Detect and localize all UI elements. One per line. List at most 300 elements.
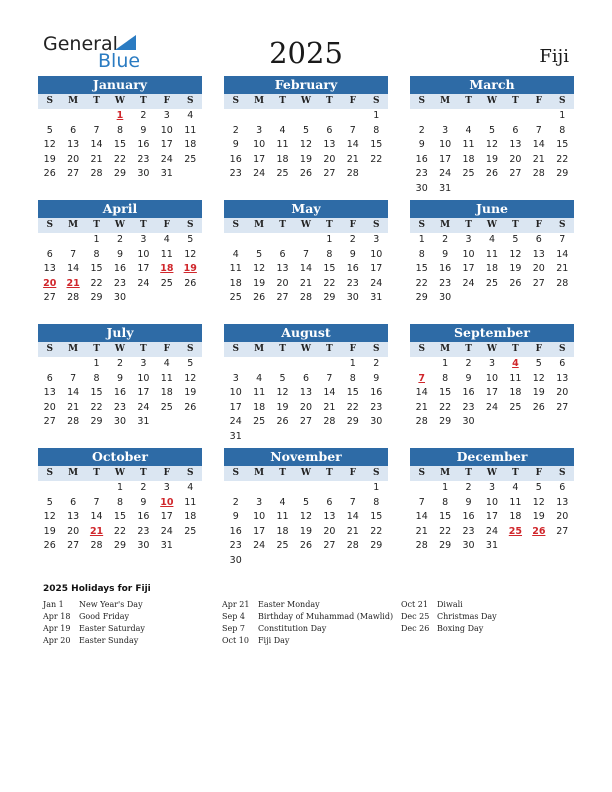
day-cell: 12 [276, 387, 289, 399]
empty-cell [247, 430, 270, 445]
day-cell: 21 [556, 263, 569, 275]
weekday-label: F [163, 96, 171, 106]
day-cell: 20 [556, 387, 569, 399]
holiday-date: Dec 25 [401, 612, 430, 621]
day-cell: 24 [462, 277, 475, 289]
day-cell: 4 [187, 110, 194, 121]
day-cell: 15 [113, 511, 127, 523]
empty-cell [341, 430, 364, 445]
weekday-label: T [512, 344, 519, 354]
day-cell: 16 [137, 139, 150, 151]
day-cell: 19 [299, 525, 313, 537]
day-cell: 8 [326, 248, 333, 260]
weekday-label: W [300, 468, 312, 478]
day-cell: 24 [160, 153, 173, 165]
empty-cell [271, 109, 294, 124]
day-cell: 29 [90, 292, 103, 304]
empty-cell [155, 291, 178, 306]
day-cell: 4 [488, 234, 495, 245]
empty-cell [504, 291, 527, 306]
holiday-column [401, 599, 497, 635]
day-cell: 21 [66, 277, 80, 289]
weekday-label: W [486, 220, 498, 230]
week-row [410, 415, 574, 430]
weekday-label: W [114, 468, 126, 478]
week-row [38, 109, 202, 124]
week-row [410, 153, 574, 168]
day-cell: 19 [485, 153, 499, 165]
day-cell: 2 [232, 124, 239, 136]
day-cell: 24 [485, 525, 499, 537]
day-cell: 8 [418, 248, 425, 260]
day-cell: 17 [485, 511, 499, 523]
weekday-label: M [68, 220, 79, 230]
day-cell: 31 [137, 416, 150, 428]
empty-cell [132, 291, 155, 306]
holiday-name: Christmas Day [437, 612, 497, 621]
month-title: March [410, 76, 574, 94]
day-cell: 12 [43, 511, 56, 523]
weekday-label: S [232, 220, 239, 230]
holiday-entry [43, 635, 145, 647]
day-cell: 31 [160, 540, 173, 552]
holiday-name: New Year's Day [79, 600, 143, 609]
day-cell: 18 [184, 139, 197, 151]
empty-cell [527, 182, 550, 197]
weekday-label: S [372, 344, 380, 354]
week-row [38, 357, 202, 372]
week-row [410, 182, 574, 197]
day-cell: 19 [276, 401, 289, 413]
day-cell: 1 [93, 358, 100, 369]
day-cell: 16 [229, 525, 242, 537]
empty-cell [85, 109, 108, 124]
weekday-label: W [300, 96, 312, 106]
month-august [224, 324, 388, 445]
day-cell: 26 [184, 277, 197, 289]
day-cell: 1 [559, 110, 566, 121]
day-cell: 2 [232, 496, 239, 508]
empty-cell [271, 233, 294, 248]
day-cell: 9 [116, 372, 123, 384]
day-cell: 11 [509, 372, 522, 384]
week-row [224, 357, 388, 372]
holiday-name: Constitution Day [258, 624, 327, 633]
day-cell: 31 [485, 540, 499, 552]
week-row [224, 138, 388, 153]
day-cell: 6 [559, 482, 566, 493]
week-row [224, 496, 388, 511]
day-cell: 22 [113, 153, 127, 165]
day-cell: 12 [299, 511, 313, 523]
empty-cell [318, 357, 341, 372]
month-october [38, 448, 202, 554]
holiday-name: Boxing Day [437, 624, 484, 633]
day-cell: 25 [160, 401, 173, 413]
day-cell: 4 [279, 124, 286, 136]
day-cell: 17 [485, 387, 499, 399]
day-cell: 29 [113, 540, 127, 552]
empty-cell [38, 109, 61, 124]
month-title: September [410, 324, 574, 342]
empty-cell [61, 233, 84, 248]
day-cell: 5 [535, 358, 542, 369]
day-cell: 22 [415, 277, 428, 289]
day-cell: 3 [256, 496, 263, 508]
month-title: July [38, 324, 202, 342]
week-row [38, 539, 202, 554]
day-cell: 19 [509, 263, 522, 275]
day-cell: 5 [302, 124, 309, 136]
day-cell: 26 [532, 401, 545, 413]
empty-cell [318, 481, 341, 496]
holiday-name: Easter Sunday [79, 636, 139, 645]
day-cell: 21 [346, 525, 359, 537]
weekday-label: S [418, 468, 425, 478]
day-cell: 8 [442, 496, 449, 508]
day-cell: 17 [462, 263, 475, 275]
day-cell: 28 [323, 416, 336, 428]
day-cell: 11 [462, 139, 475, 151]
empty-cell [410, 481, 433, 496]
holiday-column [222, 599, 393, 647]
day-cell: 14 [346, 511, 359, 523]
day-cell: 4 [465, 124, 472, 136]
holiday-date: Oct 10 [222, 636, 249, 645]
day-cell: 14 [67, 263, 80, 275]
empty-cell [85, 481, 108, 496]
empty-cell [179, 167, 202, 182]
week-row [38, 138, 202, 153]
week-row [224, 109, 388, 124]
day-cell: 10 [253, 511, 266, 523]
week-row [410, 138, 574, 153]
holiday-entry [222, 611, 393, 623]
weekday-label: T [512, 96, 519, 106]
week-row [410, 124, 574, 139]
empty-cell [271, 554, 294, 569]
month-july [38, 324, 202, 430]
week-row [410, 167, 574, 182]
weekday-header-row [224, 342, 388, 357]
day-cell: 9 [418, 139, 425, 151]
day-cell: 18 [485, 263, 499, 275]
day-cell: 2 [349, 234, 356, 245]
holiday-date: Apr 18 [43, 612, 71, 621]
day-cell: 3 [140, 234, 147, 245]
day-cell: 27 [43, 416, 56, 428]
day-cell: 6 [70, 124, 77, 136]
day-cell: 30 [370, 416, 383, 428]
day-cell: 9 [465, 372, 472, 384]
day-cell: 30 [113, 292, 127, 304]
weekday-label: T [465, 468, 472, 478]
day-cell: 28 [415, 540, 428, 552]
holiday-date: Apr 20 [43, 636, 71, 645]
day-cell: 16 [439, 263, 452, 275]
empty-cell [504, 182, 527, 197]
day-cell: 5 [46, 496, 53, 508]
day-cell: 5 [187, 234, 194, 245]
week-row [224, 525, 388, 540]
day-cell: 17 [253, 153, 266, 165]
day-cell: 25 [184, 153, 197, 165]
month-title: November [224, 448, 388, 466]
day-cell: 25 [276, 540, 289, 552]
week-row [224, 386, 388, 401]
day-cell: 21 [299, 277, 313, 289]
week-row [38, 496, 202, 511]
day-cell: 18 [160, 387, 173, 399]
day-cell: 30 [439, 292, 452, 304]
day-cell: 28 [90, 168, 103, 180]
weekday-label: S [558, 220, 566, 230]
day-cell: 11 [160, 248, 173, 260]
weekday-label: F [535, 96, 543, 106]
week-row [224, 291, 388, 306]
country-name: Fiji [539, 46, 569, 67]
weekday-label: T [279, 468, 286, 478]
day-cell: 16 [415, 153, 428, 165]
day-cell: 9 [232, 511, 239, 523]
day-cell: 27 [323, 540, 336, 552]
day-cell: 23 [229, 168, 242, 180]
weekday-label: S [372, 220, 380, 230]
day-cell: 29 [439, 540, 452, 552]
empty-cell [224, 233, 247, 248]
weekday-label: T [465, 220, 472, 230]
weekday-label: M [68, 344, 79, 354]
weekday-label: T [279, 344, 286, 354]
weekday-label: M [440, 96, 451, 106]
month-june [410, 200, 574, 306]
day-cell: 8 [116, 124, 123, 136]
day-cell: 8 [442, 372, 449, 384]
weekday-label: S [186, 96, 194, 106]
day-cell: 27 [509, 168, 522, 180]
day-cell: 23 [137, 525, 150, 537]
day-cell: 19 [183, 263, 197, 275]
day-cell: 5 [279, 372, 286, 384]
month-september [410, 324, 574, 430]
weekday-label: M [254, 220, 265, 230]
holiday-entry [43, 599, 145, 611]
empty-cell [271, 430, 294, 445]
day-cell: 6 [46, 248, 53, 260]
day-cell: 28 [346, 540, 359, 552]
day-cell: 29 [90, 416, 103, 428]
day-cell: 26 [253, 292, 266, 304]
week-row [224, 554, 388, 569]
day-cell: 1 [93, 234, 100, 245]
day-cell: 12 [184, 248, 197, 260]
day-cell: 31 [160, 168, 173, 180]
weekday-label: S [46, 220, 53, 230]
day-cell: 15 [556, 139, 569, 151]
day-cell: 21 [532, 153, 545, 165]
day-cell: 2 [465, 358, 472, 369]
day-cell: 4 [187, 482, 194, 493]
day-cell: 18 [253, 401, 266, 413]
empty-cell [38, 481, 61, 496]
empty-cell [551, 291, 574, 306]
day-cell: 30 [346, 292, 359, 304]
day-cell: 10 [485, 372, 499, 384]
weekday-label: F [349, 468, 357, 478]
day-cell: 30 [137, 540, 150, 552]
week-row [224, 277, 388, 292]
empty-cell [504, 539, 527, 554]
day-cell: 3 [163, 482, 170, 493]
day-cell: 7 [93, 124, 100, 136]
weekday-header-row [224, 218, 388, 233]
day-cell: 6 [326, 496, 333, 508]
week-row [224, 167, 388, 182]
day-cell: 21 [323, 401, 336, 413]
day-cell: 13 [299, 387, 313, 399]
holiday-date: Sep 4 [222, 612, 245, 621]
day-cell: 15 [90, 263, 103, 275]
month-february [224, 76, 388, 182]
weekday-header-row [38, 218, 202, 233]
year-title: 2025 [269, 36, 343, 70]
week-row [38, 415, 202, 430]
weekday-label: F [163, 344, 171, 354]
week-row [224, 153, 388, 168]
week-row [410, 233, 574, 248]
day-cell: 28 [415, 416, 428, 428]
empty-cell [551, 415, 574, 430]
holidays-title: 2025 Holidays for Fiji [43, 584, 151, 594]
day-cell: 20 [532, 263, 545, 275]
empty-cell [341, 554, 364, 569]
day-cell: 2 [116, 358, 123, 369]
holiday-entry [401, 623, 497, 635]
day-cell: 23 [229, 540, 242, 552]
day-cell: 4 [163, 358, 170, 369]
day-cell: 3 [488, 358, 495, 369]
day-cell: 6 [302, 372, 309, 384]
week-row [410, 496, 574, 511]
day-cell: 26 [509, 277, 522, 289]
empty-cell [294, 357, 317, 372]
week-row [38, 372, 202, 387]
day-cell: 24 [485, 401, 499, 413]
empty-cell [294, 481, 317, 496]
holiday-name: Easter Monday [258, 600, 320, 609]
day-cell: 14 [90, 139, 103, 151]
month-title: April [38, 200, 202, 218]
day-cell: 21 [89, 525, 104, 537]
holiday-entry [43, 611, 145, 623]
empty-cell [457, 291, 480, 306]
weekday-label: S [558, 344, 566, 354]
day-cell: 23 [370, 401, 383, 413]
day-cell: 15 [439, 511, 452, 523]
weekday-label: T [326, 344, 333, 354]
day-cell: 7 [70, 248, 77, 260]
day-cell: 22 [90, 277, 103, 289]
holiday-name: Good Friday [79, 612, 130, 621]
day-cell: 20 [299, 401, 313, 413]
day-cell: 24 [137, 277, 150, 289]
day-cell: 23 [415, 168, 428, 180]
day-cell: 11 [184, 496, 197, 508]
day-cell: 17 [160, 511, 173, 523]
day-cell: 9 [140, 124, 147, 136]
day-cell: 22 [370, 153, 383, 165]
day-cell: 14 [323, 387, 336, 399]
holiday-column [43, 599, 145, 647]
day-cell: 9 [465, 496, 472, 508]
day-cell: 15 [323, 263, 336, 275]
day-cell: 29 [323, 292, 336, 304]
weekday-label: W [486, 344, 498, 354]
empty-cell [527, 539, 550, 554]
day-cell: 2 [418, 124, 425, 136]
week-row [38, 124, 202, 139]
day-cell: 20 [276, 277, 289, 289]
day-cell: 27 [556, 525, 569, 537]
day-cell: 21 [415, 401, 428, 413]
month-may [224, 200, 388, 306]
day-cell: 24 [253, 540, 266, 552]
empty-cell [433, 109, 456, 124]
week-row [410, 372, 574, 387]
day-cell: 27 [276, 292, 289, 304]
day-cell: 25 [184, 525, 197, 537]
day-cell: 27 [67, 168, 80, 180]
day-cell: 13 [556, 496, 569, 508]
day-cell: 11 [485, 248, 499, 260]
weekday-label: T [93, 344, 100, 354]
empty-cell [365, 167, 388, 182]
day-cell: 30 [462, 540, 475, 552]
day-cell: 28 [556, 277, 569, 289]
day-cell: 6 [279, 248, 286, 260]
weekday-label: T [93, 468, 100, 478]
weekday-label: F [535, 468, 543, 478]
week-row [410, 262, 574, 277]
day-cell: 26 [299, 168, 313, 180]
week-row [410, 539, 574, 554]
week-row [410, 481, 574, 496]
month-january [38, 76, 202, 182]
empty-cell [318, 109, 341, 124]
empty-cell [179, 291, 202, 306]
weekday-header-row [410, 94, 574, 109]
weekday-label: W [300, 220, 312, 230]
day-cell: 28 [90, 540, 103, 552]
day-cell: 10 [370, 248, 383, 260]
weekday-label: S [558, 96, 566, 106]
day-cell: 20 [509, 153, 522, 165]
weekday-header-row [224, 466, 388, 481]
weekday-label: S [46, 468, 53, 478]
day-cell: 7 [535, 124, 542, 136]
week-row [38, 167, 202, 182]
day-cell: 13 [556, 372, 569, 384]
month-title: June [410, 200, 574, 218]
week-row [224, 233, 388, 248]
empty-cell [527, 109, 550, 124]
holiday-entry [401, 599, 497, 611]
day-cell: 28 [532, 168, 545, 180]
weekday-label: M [68, 468, 79, 478]
day-cell: 2 [373, 358, 380, 369]
day-cell: 31 [229, 430, 242, 442]
day-cell: 3 [465, 234, 472, 245]
